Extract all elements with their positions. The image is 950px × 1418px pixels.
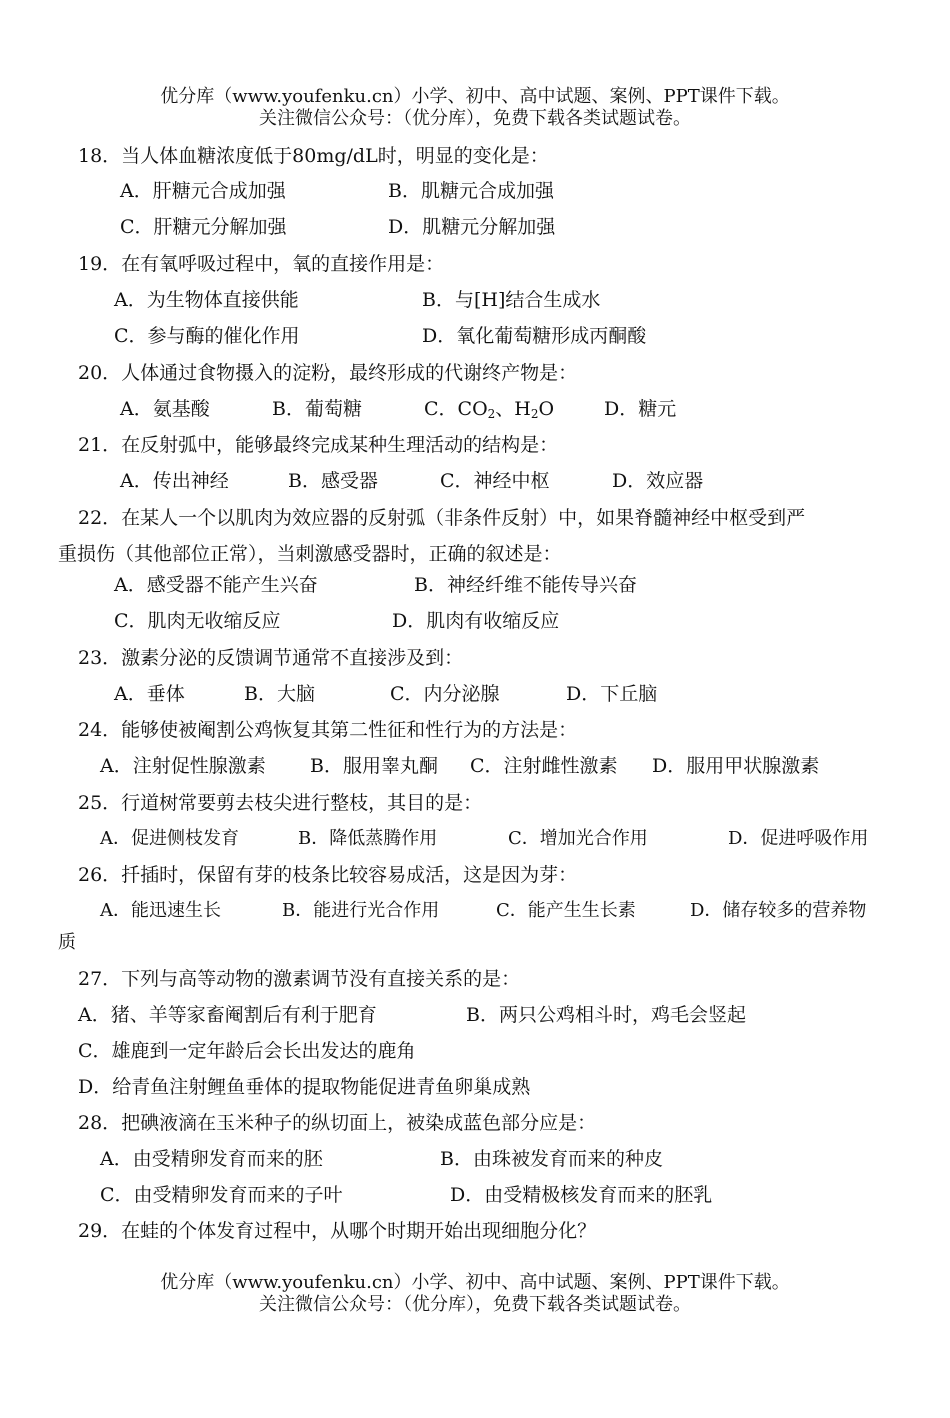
- question-28-option-c: C．由受精卵发育而来的子叶: [100, 1184, 343, 1206]
- question-25-option-c: C．增加光合作用: [508, 828, 648, 849]
- question-28-option-a: A．由受精卵发育而来的胚: [100, 1148, 323, 1170]
- question-22-option-c: C．肌肉无收缩反应: [114, 610, 281, 632]
- question-20-stem: 20．人体通过食物摄入的淀粉，最终形成的代谢终产物是：: [78, 362, 578, 384]
- question-21-option-c: C．神经中枢: [440, 470, 550, 492]
- question-21-stem: 21．在反射弧中，能够最终完成某种生理活动的结构是：: [78, 434, 559, 456]
- question-28-option-b: B．由珠被发育而来的种皮: [440, 1148, 663, 1170]
- option-c-suffix: O: [538, 398, 555, 420]
- option-c-prefix: C．CO: [424, 398, 488, 420]
- question-26-option-c: C．能产生生长素: [496, 900, 636, 921]
- question-19-option-a: A．为生物体直接供能: [114, 289, 299, 311]
- page-header-line2: 关注微信公众号：（优分库），免费下载各类试题试卷。: [259, 108, 691, 129]
- question-20-option-c: [424, 396, 554, 427]
- question-19-option-d: D．氧化葡萄糖形成丙酮酸: [422, 325, 647, 347]
- question-29-stem: 29．在蛙的个体发育过程中，从哪个时期开始出现细胞分化？: [78, 1220, 597, 1242]
- question-23-option-b: B．大脑: [244, 683, 315, 705]
- option-c-mid: 、H: [495, 398, 531, 420]
- question-22-stem-line1: 22．在某人一个以肌肉为效应器的反射弧（非条件反射）中，如果脊髓神经中枢受到严: [78, 507, 806, 529]
- question-24-option-b: B．服用睾丸酮: [310, 755, 438, 777]
- question-21-option-b: B．感受器: [288, 470, 378, 492]
- question-23-option-d: D．下丘脑: [566, 683, 658, 705]
- question-25-option-a: A．促进侧枝发育: [100, 828, 239, 849]
- question-28-option-d: D．由受精极核发育而来的胚乳: [450, 1184, 713, 1206]
- question-25-option-d: D．促进呼吸作用: [728, 828, 869, 849]
- question-22-option-a: A．感受器不能产生兴奋: [114, 574, 318, 596]
- question-20-option-a: A．氨基酸: [120, 398, 210, 420]
- question-26-option-b: B．能进行光合作用: [282, 900, 440, 921]
- question-20-option-d: D．糖元: [604, 398, 677, 420]
- question-26-stem: 26．扦插时，保留有芽的枝条比较容易成活，这是因为芽：: [78, 864, 578, 886]
- question-19-option-c: C．参与酶的催化作用: [114, 325, 300, 347]
- question-20-option-b: B．葡萄糖: [272, 398, 362, 420]
- question-18-option-b: B．肌糖元合成加强: [388, 180, 554, 202]
- subscript-2: 2: [487, 407, 496, 421]
- question-26-option-a: A．能迅速生长: [100, 900, 221, 921]
- question-28-stem: 28．把碘液滴在玉米种子的纵切面上，被染成蓝色部分应是：: [78, 1112, 597, 1134]
- question-27-option-b: B．两只公鸡相斗时，鸡毛会竖起: [466, 1004, 746, 1026]
- question-18-stem: 18．当人体血糖浓度低于80mg/dL时，明显的变化是：: [78, 145, 549, 167]
- question-26-option-d-wrap: 质: [58, 932, 76, 953]
- question-23-option-c: C．内分泌腺: [390, 683, 500, 705]
- page-footer-line1: 优分库（www.youfenku.cn）小学、初中、高中试题、案例、PPT课件下载。: [160, 1272, 790, 1293]
- question-22-option-b: B．神经纤维不能传导兴奋: [414, 574, 637, 596]
- question-22-option-d: D．肌肉有收缩反应: [392, 610, 560, 632]
- question-18-option-a: A．肝糖元合成加强: [120, 180, 286, 202]
- question-25-option-b: B．降低蒸腾作用: [298, 828, 438, 849]
- question-19-option-b: B．与[H]结合生成水: [422, 289, 601, 311]
- question-18-option-d: D．肌糖元分解加强: [388, 216, 556, 238]
- question-26-option-d: D．储存较多的营养物: [690, 900, 867, 921]
- question-21-option-a: A．传出神经: [120, 470, 229, 492]
- question-24-option-a: A．注射促性腺激素: [100, 755, 266, 777]
- page-header-line1: 优分库（www.youfenku.cn）小学、初中、高中试题、案例、PPT课件下载。: [160, 86, 790, 107]
- page-footer-line2: 关注微信公众号：（优分库），免费下载各类试题试卷。: [259, 1294, 691, 1315]
- question-21-option-d: D．效应器: [612, 470, 704, 492]
- question-27-stem: 27．下列与高等动物的激素调节没有直接关系的是：: [78, 968, 521, 990]
- question-24-option-c: C．注射雌性激素: [470, 755, 618, 777]
- question-23-stem: 23．激素分泌的反馈调节通常不直接涉及到：: [78, 647, 464, 669]
- question-27-option-a: A．猪、羊等家畜阉割后有利于肥育: [78, 1004, 377, 1026]
- question-24-option-d: D．服用甲状腺激素: [652, 755, 820, 777]
- subscript-2: 2: [530, 407, 539, 421]
- question-18-option-c: C．肝糖元分解加强: [120, 216, 287, 238]
- question-25-stem: 25．行道树常要剪去枝尖进行整枝，其目的是：: [78, 792, 483, 814]
- question-24-stem: 24．能够使被阉割公鸡恢复其第二性征和性行为的方法是：: [78, 719, 578, 741]
- question-27-option-d: D．给青鱼注射鲤鱼垂体的提取物能促进青鱼卵巢成熟: [78, 1076, 531, 1098]
- question-27-option-c: C．雄鹿到一定年龄后会长出发达的鹿角: [78, 1040, 416, 1062]
- question-23-option-a: A．垂体: [114, 683, 185, 705]
- question-22-stem-line2: 重损伤（其他部位正常），当刺激感受器时，正确的叙述是：: [58, 543, 562, 565]
- question-19-stem: 19．在有氧呼吸过程中，氧的直接作用是：: [78, 253, 445, 275]
